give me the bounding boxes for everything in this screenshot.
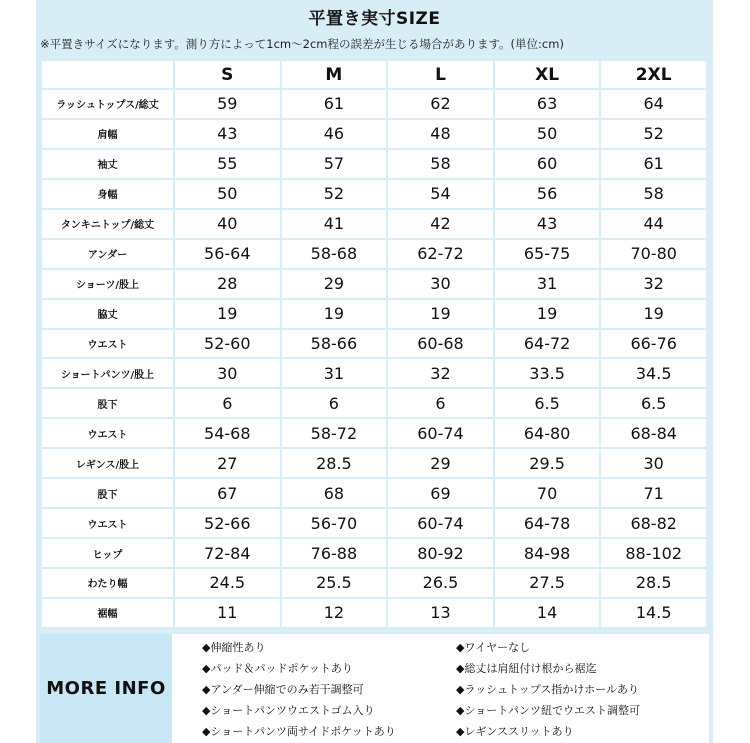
size-value-cell: 54-68 bbox=[175, 419, 280, 447]
size-value-cell: 19 bbox=[495, 300, 600, 328]
size-value-cell: 31 bbox=[282, 359, 387, 387]
size-value-cell: 48 bbox=[388, 120, 493, 148]
table-row bbox=[42, 479, 706, 507]
size-header-xl: XL bbox=[495, 61, 600, 88]
row-label: 股下 bbox=[42, 389, 173, 417]
size-value-cell: 64 bbox=[601, 90, 706, 118]
feature-item: ◆伸縮性あり bbox=[202, 641, 266, 654]
size-value-cell: 46 bbox=[282, 120, 387, 148]
size-value-cell: 32 bbox=[388, 359, 493, 387]
size-value-cell: 41 bbox=[282, 210, 387, 238]
row-label: ショートパンツ/股上 bbox=[42, 359, 173, 387]
size-value-cell: 56-64 bbox=[175, 240, 280, 268]
row-label: ウエスト bbox=[42, 330, 173, 358]
feature-item: ◆パッド＆パッドポケットあり bbox=[202, 662, 353, 675]
size-value-cell: 40 bbox=[175, 210, 280, 238]
size-value-cell: 19 bbox=[175, 300, 280, 328]
feature-item: ◆ショートパンツ紐でウエスト調整可 bbox=[456, 704, 641, 717]
size-value-cell: 57 bbox=[282, 150, 387, 178]
size-value-cell: 61 bbox=[601, 150, 706, 178]
size-chart-title: 平置き実寸SIZE bbox=[308, 9, 441, 29]
size-value-cell: 33.5 bbox=[495, 359, 600, 387]
measurement-note: ※平置きサイズになります。測り方によって1cm～2cm程の誤差が生じる場合があります。(単位:cm) bbox=[40, 37, 564, 51]
size-value-cell: 52 bbox=[601, 120, 706, 148]
size-value-cell: 68-84 bbox=[601, 419, 706, 447]
size-value-cell: 24.5 bbox=[175, 569, 280, 597]
feature-column-left bbox=[202, 637, 396, 742]
table-row bbox=[42, 180, 706, 208]
size-value-cell: 28.5 bbox=[282, 449, 387, 477]
table-row bbox=[42, 419, 706, 447]
size-value-cell: 28 bbox=[175, 270, 280, 298]
table-row bbox=[42, 270, 706, 298]
table-row bbox=[42, 150, 706, 178]
feature-item: ◆総丈は肩紐付け根から裾迄 bbox=[456, 662, 597, 675]
table-row bbox=[42, 569, 706, 597]
size-value-cell: 52-66 bbox=[175, 509, 280, 537]
size-value-cell: 63 bbox=[495, 90, 600, 118]
size-value-cell: 70 bbox=[495, 479, 600, 507]
size-table bbox=[40, 59, 708, 629]
size-value-cell: 65-75 bbox=[495, 240, 600, 268]
size-value-cell: 34.5 bbox=[601, 359, 706, 387]
table-row bbox=[42, 120, 706, 148]
size-value-cell: 26.5 bbox=[388, 569, 493, 597]
row-label: ウエスト bbox=[42, 509, 173, 537]
size-value-cell: 42 bbox=[388, 210, 493, 238]
size-value-cell: 60-68 bbox=[388, 330, 493, 358]
size-value-cell: 32 bbox=[601, 270, 706, 298]
size-value-cell: 43 bbox=[175, 120, 280, 148]
size-value-cell: 30 bbox=[601, 449, 706, 477]
size-value-cell: 6.5 bbox=[601, 389, 706, 417]
size-value-cell: 76-88 bbox=[282, 539, 387, 567]
table-row bbox=[42, 210, 706, 238]
size-value-cell: 58-72 bbox=[282, 419, 387, 447]
table-row bbox=[42, 240, 706, 268]
table-row bbox=[42, 509, 706, 537]
row-label: ヒップ bbox=[42, 539, 173, 567]
size-value-cell: 60-74 bbox=[388, 419, 493, 447]
size-table-body bbox=[42, 90, 706, 627]
size-value-cell: 44 bbox=[601, 210, 706, 238]
size-value-cell: 60-74 bbox=[388, 509, 493, 537]
row-label: タンキニトップ/総丈 bbox=[42, 210, 173, 238]
row-label: ショーツ/股上 bbox=[42, 270, 173, 298]
feature-item: ◆レギンススリットあり bbox=[456, 725, 574, 738]
size-value-cell: 64-80 bbox=[495, 419, 600, 447]
size-value-cell: 29 bbox=[282, 270, 387, 298]
row-label: ウエスト bbox=[42, 419, 173, 447]
feature-item: ◆ラッシュトップス指かけホールあり bbox=[456, 683, 640, 696]
size-value-cell: 58 bbox=[601, 180, 706, 208]
table-row bbox=[42, 449, 706, 477]
table-row bbox=[42, 90, 706, 118]
size-value-cell: 62-72 bbox=[388, 240, 493, 268]
row-label: ラッシュトップス/総丈 bbox=[42, 90, 173, 118]
size-value-cell: 50 bbox=[175, 180, 280, 208]
size-value-cell: 19 bbox=[282, 300, 387, 328]
size-value-cell: 25.5 bbox=[282, 569, 387, 597]
size-value-cell: 13 bbox=[388, 599, 493, 627]
size-value-cell: 55 bbox=[175, 150, 280, 178]
row-label: レギンス/股上 bbox=[42, 449, 173, 477]
size-value-cell: 12 bbox=[282, 599, 387, 627]
more-info-heading: MORE INFO bbox=[40, 634, 172, 743]
table-row bbox=[42, 300, 706, 328]
table-corner-cell bbox=[42, 61, 173, 88]
size-value-cell: 29 bbox=[388, 449, 493, 477]
table-row bbox=[42, 330, 706, 358]
row-label: アンダー bbox=[42, 240, 173, 268]
row-label: 脇丈 bbox=[42, 300, 173, 328]
size-value-cell: 50 bbox=[495, 120, 600, 148]
size-value-cell: 60 bbox=[495, 150, 600, 178]
table-row bbox=[42, 599, 706, 627]
size-value-cell: 43 bbox=[495, 210, 600, 238]
size-value-cell: 70-80 bbox=[601, 240, 706, 268]
size-chart-panel bbox=[36, 0, 713, 743]
size-value-cell: 29.5 bbox=[495, 449, 600, 477]
size-value-cell: 19 bbox=[388, 300, 493, 328]
size-value-cell: 64-72 bbox=[495, 330, 600, 358]
size-value-cell: 19 bbox=[601, 300, 706, 328]
size-value-cell: 66-76 bbox=[601, 330, 706, 358]
size-value-cell: 14 bbox=[495, 599, 600, 627]
size-value-cell: 54 bbox=[388, 180, 493, 208]
feature-column-right bbox=[456, 637, 640, 742]
size-value-cell: 67 bbox=[175, 479, 280, 507]
size-value-cell: 58 bbox=[388, 150, 493, 178]
size-value-cell: 62 bbox=[388, 90, 493, 118]
size-value-cell: 71 bbox=[601, 479, 706, 507]
size-header-s: S bbox=[175, 61, 280, 88]
feature-item: ◆アンダー伸縮でのみ若干調整可 bbox=[202, 683, 364, 696]
size-value-cell: 58-66 bbox=[282, 330, 387, 358]
size-value-cell: 80-92 bbox=[388, 539, 493, 567]
size-value-cell: 52 bbox=[282, 180, 387, 208]
size-value-cell: 58-68 bbox=[282, 240, 387, 268]
table-row bbox=[42, 359, 706, 387]
size-value-cell: 69 bbox=[388, 479, 493, 507]
size-value-cell: 59 bbox=[175, 90, 280, 118]
size-value-cell: 64-78 bbox=[495, 509, 600, 537]
row-label: 肩幅 bbox=[42, 120, 173, 148]
row-label: 股下 bbox=[42, 479, 173, 507]
row-label: 身幅 bbox=[42, 180, 173, 208]
size-header-l: L bbox=[388, 61, 493, 88]
size-value-cell: 30 bbox=[175, 359, 280, 387]
size-value-cell: 61 bbox=[282, 90, 387, 118]
size-value-cell: 6 bbox=[175, 389, 280, 417]
size-value-cell: 28.5 bbox=[601, 569, 706, 597]
size-value-cell: 31 bbox=[495, 270, 600, 298]
size-value-cell: 68-82 bbox=[601, 509, 706, 537]
size-value-cell: 6 bbox=[282, 389, 387, 417]
size-value-cell: 88-102 bbox=[601, 539, 706, 567]
size-value-cell: 11 bbox=[175, 599, 280, 627]
table-row bbox=[42, 539, 706, 567]
size-value-cell: 6.5 bbox=[495, 389, 600, 417]
size-value-cell: 6 bbox=[388, 389, 493, 417]
size-header-2xl: 2XL bbox=[601, 61, 706, 88]
row-label: わたり幅 bbox=[42, 569, 173, 597]
size-value-cell: 84-98 bbox=[495, 539, 600, 567]
table-row bbox=[42, 389, 706, 417]
size-value-cell: 68 bbox=[282, 479, 387, 507]
size-value-cell: 27.5 bbox=[495, 569, 600, 597]
size-value-cell: 27 bbox=[175, 449, 280, 477]
row-label: 裾幅 bbox=[42, 599, 173, 627]
more-info-section bbox=[40, 634, 709, 743]
size-header-m: M bbox=[282, 61, 387, 88]
size-value-cell: 56 bbox=[495, 180, 600, 208]
size-header-row bbox=[42, 61, 706, 88]
size-value-cell: 52-60 bbox=[175, 330, 280, 358]
feature-item: ◆ショートパンツ両サイドポケットあり bbox=[202, 725, 396, 738]
size-value-cell: 56-70 bbox=[282, 509, 387, 537]
feature-item: ◆ショートパンツウエストゴム入り bbox=[202, 704, 375, 717]
feature-item: ◆ワイヤーなし bbox=[456, 641, 531, 654]
size-value-cell: 14.5 bbox=[601, 599, 706, 627]
size-value-cell: 72-84 bbox=[175, 539, 280, 567]
row-label: 袖丈 bbox=[42, 150, 173, 178]
size-value-cell: 30 bbox=[388, 270, 493, 298]
